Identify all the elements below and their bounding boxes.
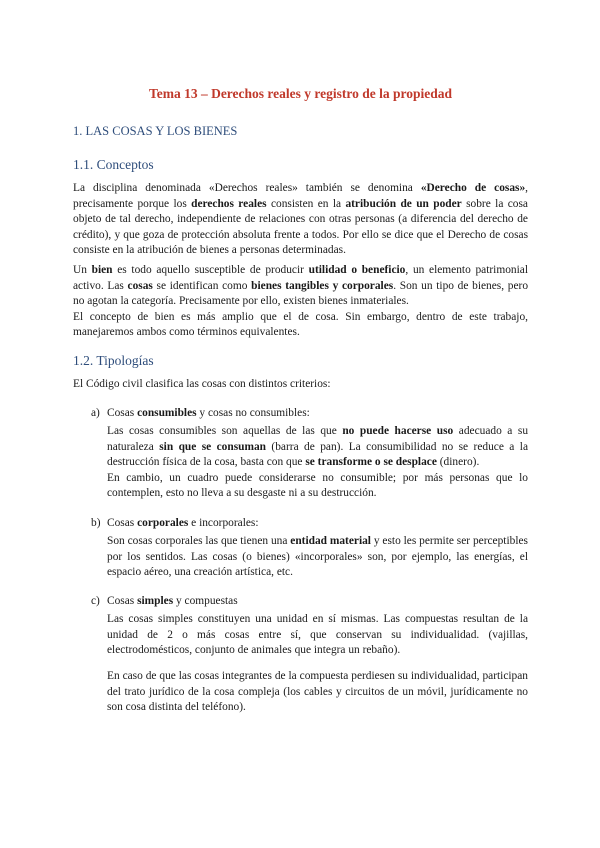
text-run: adecuado a su naturaleza xyxy=(107,425,529,453)
bold-term: utilidad o beneficio xyxy=(308,264,406,276)
bold-term: derechos reales xyxy=(191,197,267,210)
text-run: e incorporales: xyxy=(188,517,259,529)
bold-term: no puede hacerse uso xyxy=(342,425,454,437)
bold-term: se transforme o se desplace xyxy=(305,456,437,469)
text-run: . Son un tipo de bienes, pero no agotan la categoría. Precisamente por ello, existen bienes inmateriales. xyxy=(73,279,529,308)
bold-term: «Derecho de cosas» xyxy=(420,182,526,194)
text-run: , un elemento patrimonial activo. Las xyxy=(73,264,528,292)
text-run: y cosas no consumibles: xyxy=(196,407,310,419)
text-run: , precisamente porque los xyxy=(73,182,529,210)
text-run: sobre la cosa objeto de tal derecho, independiente de relaciones con otras personas (a diferencia del derecho de crédito), y que goza de protección absoluta frente a todos. Por ello se dice que el Derecho de cosas consiste en la atribución de bienes a personas determinadas. xyxy=(73,197,528,257)
bold-term: sin que se consuman xyxy=(159,440,267,453)
subsection-heading-conceptos: 1.1. Conceptos xyxy=(73,157,154,172)
list-item-b-text xyxy=(107,534,528,581)
text-run: Un xyxy=(73,264,92,276)
section-heading-cosas-bienes: 1. LAS COSAS Y LOS BIENES xyxy=(73,124,238,138)
text-run: consisten en la xyxy=(266,197,346,210)
text-run: Cosas xyxy=(107,517,138,529)
document-title: Tema 13 – Derechos reales y registro de la propiedad xyxy=(148,86,453,101)
bold-term: bienes tangibles y corporales xyxy=(251,279,394,292)
text-run: y compuestas xyxy=(173,595,238,607)
text-run: Cosas xyxy=(107,407,138,419)
text-run: y esto les permite ser perceptibles por los sentidos. Las cosas (o bienes) «incorporales» son, por ejemplo, las energías, el espacio aéreo, una creación artística, etc. xyxy=(107,535,528,579)
list-marker: a) xyxy=(91,407,100,419)
text-run: El concepto de bien es más amplio que el de cosa. Sin embargo, dentro de este trabajo, manejaremos ambos como términos equivalentes. xyxy=(73,310,528,339)
list-item-c-text-2: En caso de que las cosas integrantes de la compuesta perdiesen su individualidad, participan del trato jurídico de la cosa compleja (los cables y circuitos de un móvil, jurídicamente no son cosa distinta del teléfono). xyxy=(107,670,528,714)
bold-term: atribución de un poder xyxy=(345,197,462,210)
text-run: En cambio, un cuadro puede considerarse no consumible; por más personas que lo contemplen, esto no lleva a su desgaste ni a su destrucción. xyxy=(107,471,528,500)
list-item-c-text-1: Las cosas simples constituyen una unidad en sí mismas. Las compuestas resultan de la unidad de 2 o más cosas entre sí, que conservan su individualidad. (vajillas, electrodomésticos, conjunto de animales que integra un rebaño). xyxy=(107,613,528,657)
list-item-a xyxy=(91,406,310,422)
paragraph-derechos-reales xyxy=(73,181,528,259)
text-run: Cosas xyxy=(107,595,138,607)
list-item-a-text xyxy=(107,424,528,502)
text-run: Son cosas corporales las que tienen una xyxy=(107,535,291,547)
text-run: (barra de pan). La consumibilidad no se reduce a la destrucción física de la cosa, basta con que xyxy=(107,440,529,469)
paragraph-codigo-civil: El Código civil clasifica las cosas con distintos criterios: xyxy=(73,378,331,390)
bold-term: entidad material xyxy=(290,535,371,547)
bold-term: simples xyxy=(137,595,174,607)
text-run: Las cosas consumibles son aquellas de las que xyxy=(107,425,343,437)
paragraph-bien xyxy=(73,263,528,341)
list-item-c xyxy=(91,594,238,610)
subsection-heading-tipologias: 1.2. Tipologías xyxy=(73,353,154,368)
text-run: La disciplina denominada «Derechos reales» también se denomina xyxy=(73,182,421,194)
list-marker: b) xyxy=(91,517,101,529)
bold-term: corporales xyxy=(137,517,189,529)
list-item-b xyxy=(91,516,259,532)
bold-term: cosas xyxy=(127,279,153,292)
bold-term: bien xyxy=(91,264,113,276)
text-run: se identifican como xyxy=(152,279,252,292)
bold-term: consumibles xyxy=(137,407,197,419)
text-run: (dinero). xyxy=(436,456,480,469)
list-marker: c) xyxy=(91,595,100,607)
text-run: es todo aquello susceptible de producir xyxy=(112,264,309,276)
